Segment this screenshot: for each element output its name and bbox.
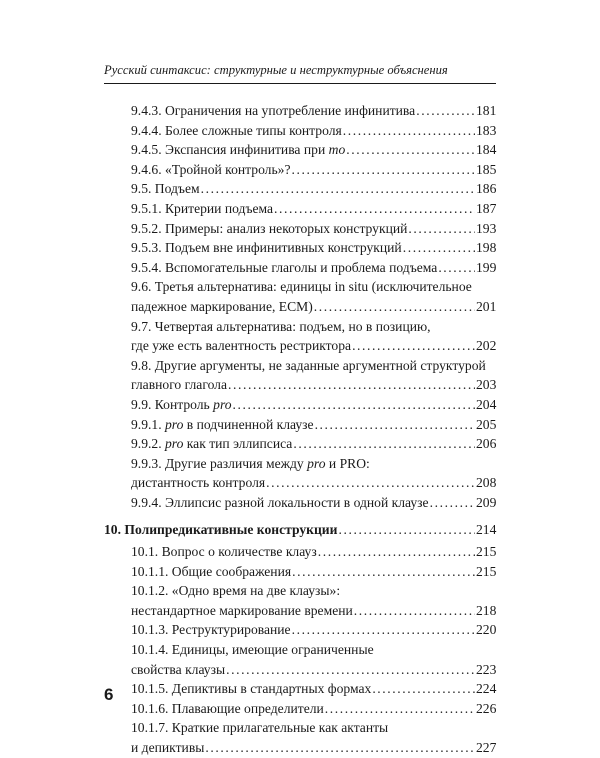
dot-leader — [233, 395, 475, 415]
toc-entry-title: 10.1.3. Реструктурирование — [131, 622, 291, 638]
toc-entry — [104, 493, 496, 513]
toc-entry — [104, 238, 496, 258]
toc-entry-title: 10.1.2. «Одно время на две клаузы»: — [131, 583, 341, 599]
toc-entry-title: 9.4.4. Более сложные типы контроля — [131, 122, 342, 138]
toc-entry-title: 10.1.7. Краткие прилагательные как актанты — [131, 720, 389, 736]
toc-page-number: 183 — [476, 122, 497, 138]
dot-leader — [274, 199, 475, 219]
toc-page-number: 227 — [476, 740, 497, 755]
toc-entry-title: 10.1.5. Депиктивы в стандартных формах — [131, 681, 372, 697]
toc-page-number: 185 — [476, 161, 497, 177]
toc-entry — [104, 640, 496, 679]
toc-entry-title: и депиктивы — [131, 740, 205, 755]
dot-leader — [430, 493, 475, 513]
dot-leader — [205, 738, 475, 758]
dot-leader — [228, 375, 475, 395]
dot-leader — [372, 679, 475, 699]
dot-leader — [292, 160, 475, 180]
toc-entry — [104, 258, 496, 278]
dot-leader — [201, 179, 475, 199]
toc-page-number: 202 — [476, 338, 497, 354]
toc-page-number: 206 — [476, 436, 497, 452]
toc-entry-title: где уже есть валентность рестриктора — [131, 338, 352, 354]
dot-leader — [325, 699, 475, 719]
toc-entry — [104, 101, 496, 121]
header-rule — [104, 83, 496, 84]
toc-page-number: 218 — [476, 602, 497, 618]
toc-entry — [104, 121, 496, 141]
toc-page-number: 187 — [476, 200, 497, 216]
toc-page-number: 193 — [476, 220, 497, 236]
toc-entry-title: свойства клаузы — [131, 661, 226, 677]
toc-entry — [104, 434, 496, 454]
toc-entry-title: 10.1.4. Единицы, имеющие ограниченные — [131, 642, 374, 658]
toc-entry-title: 9.5.2. Примеры: анализ некоторых конструкций — [131, 220, 408, 236]
toc-entry — [104, 699, 496, 719]
toc-entry-title: 9.9. Контроль pro — [131, 396, 232, 412]
table-of-contents — [104, 101, 496, 758]
dot-leader — [292, 562, 475, 582]
dot-leader — [226, 660, 475, 680]
toc-entry-title: 9.5.1. Критерии подъема — [131, 200, 274, 216]
dot-leader — [408, 219, 475, 239]
toc-page-number: 214 — [476, 522, 497, 538]
toc-entry-title: 9.6. Третья альтернатива: единицы in situ (исключительное — [131, 279, 472, 295]
toc-page-number: 209 — [476, 494, 497, 510]
toc-entry-title: 9.5.4. Вспомогательные глаголы и проблема подъема — [131, 259, 438, 275]
dot-leader — [314, 297, 475, 317]
dot-leader — [354, 601, 475, 621]
dot-leader — [318, 542, 475, 562]
page-number: 6 — [104, 685, 114, 704]
toc-entry — [104, 395, 496, 415]
toc-page-number: 181 — [476, 103, 497, 118]
toc-entry-title: 9.4.3. Ограничения на употребление инфинитива — [131, 103, 416, 118]
toc-entry — [104, 581, 496, 620]
dot-leader — [346, 140, 475, 160]
dot-leader — [343, 121, 475, 141]
toc-page-number: 198 — [476, 240, 497, 256]
toc-entry-title: 9.9.2. pro как тип эллипсиса — [131, 436, 293, 452]
toc-entry-title: 9.9.3. Другие различия между pro и PRO: — [131, 455, 370, 471]
dot-leader — [292, 620, 475, 640]
toc-entry-title: 10.1.6. Плавающие определители — [131, 700, 324, 716]
dot-leader — [403, 238, 475, 258]
toc-entry — [104, 679, 496, 699]
toc-entry — [104, 562, 496, 582]
toc-page-number: 203 — [476, 377, 497, 393]
toc-entry — [104, 718, 496, 757]
dot-leader — [416, 101, 475, 121]
toc-page-number: 226 — [476, 700, 497, 716]
dot-leader — [293, 434, 475, 454]
toc-entry-title: 9.9.1. pro в подчиненной клаузе — [131, 416, 314, 432]
toc-entry-title: 10.1.1. Общие соображения — [131, 563, 292, 579]
toc-page-number: 204 — [476, 396, 497, 412]
toc-entry-title: дистантность контроля — [131, 475, 266, 491]
toc-page-number: 184 — [476, 142, 497, 158]
toc-page-number: 220 — [476, 622, 497, 638]
toc-entry — [104, 542, 496, 562]
toc-entry-title: 9.4.6. «Тройной контроль»? — [131, 161, 291, 177]
toc-page-number: 186 — [476, 181, 497, 197]
toc-entry — [104, 277, 496, 316]
toc-entry-title: падежное маркирование, ECM) — [131, 298, 313, 314]
toc-page-number: 208 — [476, 475, 497, 491]
dot-leader — [266, 473, 475, 493]
toc-entry — [104, 356, 496, 395]
toc-entry-title: 9.5.3. Подъем вне инфинитивных конструкций — [131, 240, 402, 256]
toc-entry — [104, 140, 496, 160]
toc-entry — [104, 179, 496, 199]
toc-entry-title: 9.7. Четвертая альтернатива: подъем, но в позицию, — [131, 318, 431, 334]
dot-leader — [352, 336, 475, 356]
toc-entry-title: нестандартное маркирование времени — [131, 602, 353, 618]
toc-entry — [104, 454, 496, 493]
dot-leader — [338, 520, 475, 540]
dot-leader — [315, 415, 475, 435]
toc-entry-title: 10. Полипредикативные конструкции — [104, 522, 338, 538]
toc-page-number: 215 — [476, 563, 497, 579]
toc-entry — [104, 219, 496, 239]
toc-page-number: 201 — [476, 298, 497, 314]
toc-entry — [104, 160, 496, 180]
toc-entry-title: главного глагола — [131, 377, 227, 393]
toc-entry — [104, 199, 496, 219]
toc-entry-title: 10.1. Вопрос о количестве клауз — [131, 544, 317, 560]
toc-entry — [104, 520, 496, 540]
toc-entry — [104, 415, 496, 435]
toc-page-number: 199 — [476, 259, 497, 275]
toc-entry-title: 9.8. Другие аргументы, не заданные аргументной структурой — [131, 357, 486, 373]
running-head: Русский синтаксис: структурные и неструктурные объяснения — [104, 63, 448, 77]
toc-page-number: 223 — [476, 661, 497, 677]
toc-entry-title: 9.4.5. Экспансия инфинитива при то — [131, 142, 346, 158]
toc-entry — [104, 620, 496, 640]
toc-entry — [104, 317, 496, 356]
toc-entry-title: 9.9.4. Эллипсис разной локальности в одной клаузе — [131, 494, 429, 510]
dot-leader — [438, 258, 475, 278]
toc-page-number: 215 — [476, 544, 497, 560]
toc-entry-title: 9.5. Подъем — [131, 181, 200, 197]
toc-page-number: 205 — [476, 416, 497, 432]
toc-page-number: 224 — [476, 681, 497, 697]
